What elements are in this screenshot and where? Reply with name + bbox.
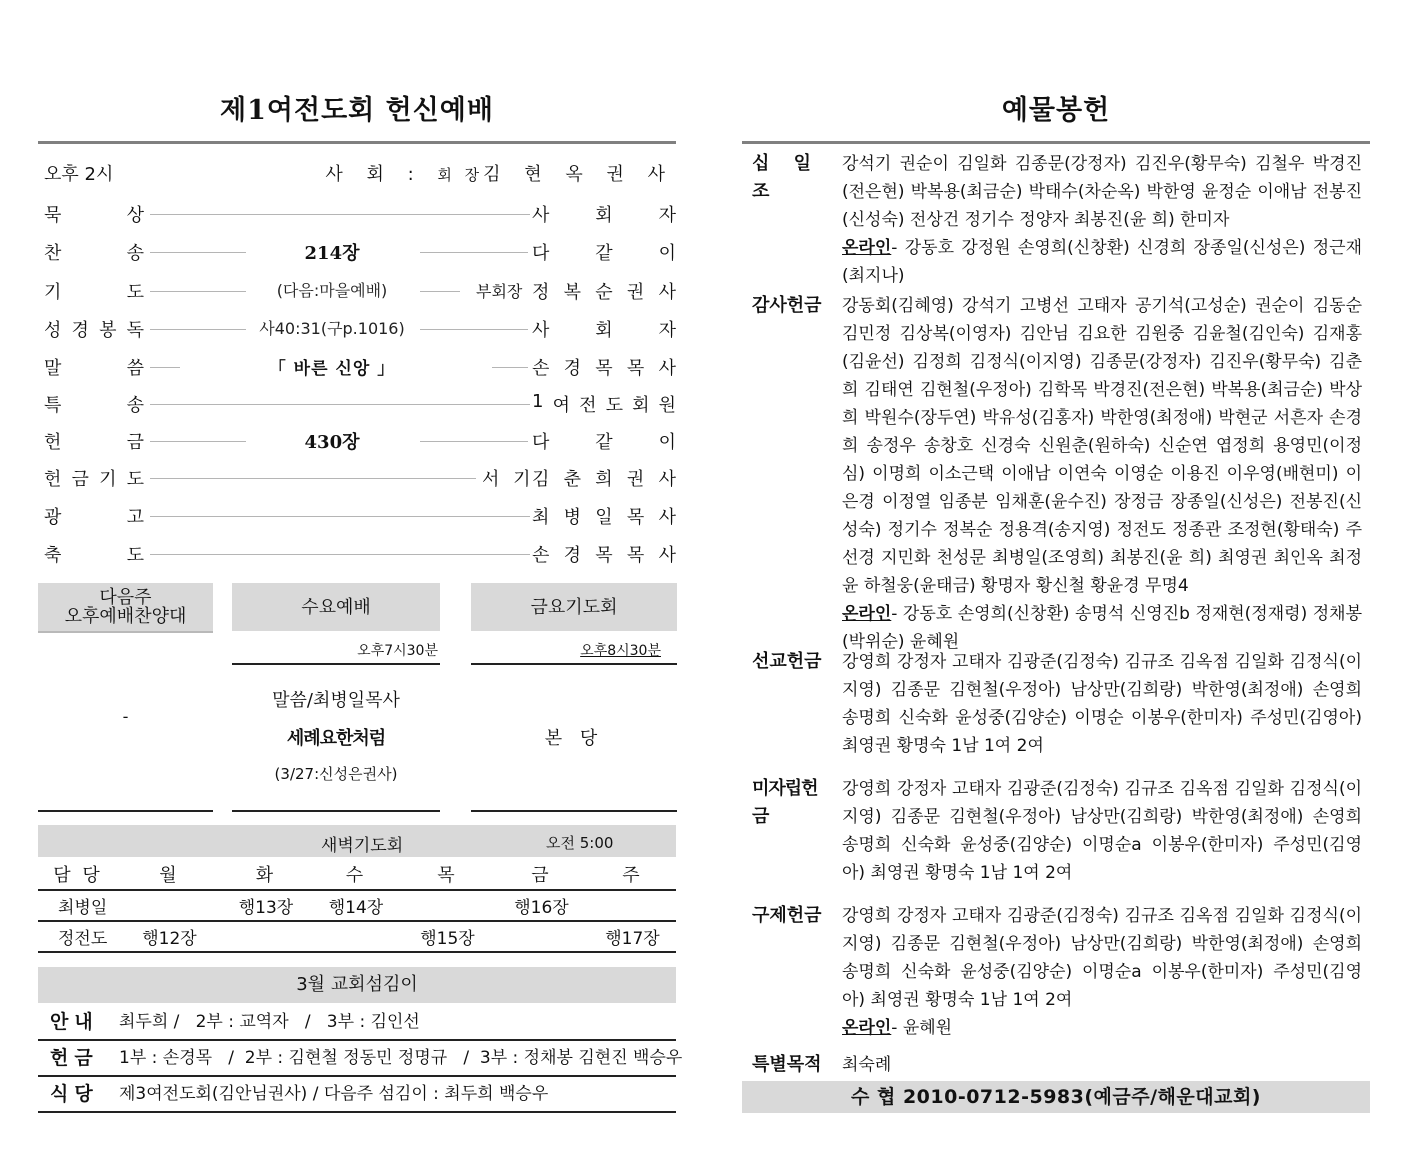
offering-label: 십 일 조 — [752, 153, 821, 202]
prayer-note: (다음:마을예배) — [276, 281, 388, 300]
leader-line — [420, 291, 460, 292]
friday-prayer-header: 금요기도회 — [471, 583, 677, 631]
table-cell — [401, 890, 494, 921]
leader-line — [150, 554, 530, 555]
table-cell — [118, 890, 221, 921]
table-cell: 행15장 — [401, 921, 494, 952]
row-value: 제3여전도회(김안님권사) / 다음주 섬김이 : 최두희 백승우 — [119, 1084, 549, 1104]
order-item: 광 고 — [44, 507, 144, 528]
friday-time: 오후8시30분 — [580, 643, 661, 659]
offering-names: 강영희 강정자 고태자 김광준(김정숙) 김규조 김옥점 김일화 김정식(이지영) 김종문 김현철(우정아) 남상만(김희랑) 박한영(최정애) 손영희 송명희 신숙화 윤성중(김양순) 이명순 이봉우(한미자) 주성민(김영아) 최영권 황명숙 1남 1여 2여 — [842, 652, 1362, 756]
order-item: 기 도 — [44, 282, 144, 303]
offering-thanksgiving — [752, 292, 1370, 656]
leader-line — [420, 441, 528, 442]
dawn-prayer-header — [38, 825, 676, 857]
wednesday-speaker: 말씀/최병일목사 — [272, 690, 400, 711]
divider — [232, 663, 440, 665]
leader-line — [150, 291, 246, 292]
order-leader: 최 병 일 목 사 — [532, 507, 676, 528]
order-row-special-song — [44, 391, 676, 417]
dawn-prayer-time: 오전 5:00 — [546, 834, 614, 852]
offering-names: 강영희 강정자 고태자 김광준(김정숙) 김규조 김옥점 김일화 김정식(이지영) 김종문 김현철(우정아) 남상만(김희랑) 박한영(최정애) 손영희 송명희 신숙화 윤성중(김양순) 이명순a 이봉우(한미자) 주성민(김영아) 최영권 황명숙 1남 1여 2여 — [842, 779, 1362, 883]
online-label: 온라인 — [842, 604, 892, 624]
table-cell — [311, 921, 401, 952]
column-header: 금 — [494, 859, 589, 890]
table-cell: 정전도 — [38, 921, 118, 952]
leader-line — [150, 214, 530, 215]
hymn-number: 214장 — [304, 243, 360, 264]
offering-special-purpose — [752, 1051, 1370, 1079]
scripture-reference: 사40:31(구p.1016) — [259, 319, 405, 338]
bank-account: 수 협 2010-0712-5983(예금주/해운대교회) — [742, 1081, 1370, 1113]
offering-names: 강동회(김혜영) 강석기 고병선 고태자 공기석(고성순) 권순이 김동순 김민정 김상복(이영자) 김안님 김요한 김원중 김윤철(김인숙) 김재홍(김윤선) 김정희 김정식(이지영) 김종문(강정자) 김진우(황무숙) 김춘희 김태연 김현철(우정아) 김학목 박경진(전은현) 박복용(최금순) 박상희 박원수(장두연) 박유성(김홍자) 박한영(최정애) 박현군 서흔자 손경희 송정우 송창호 신경숙 신원춘(원하숙) 신순연 엽정희 용영민(이정심) 이명희 이소근택 이애남 이연숙 이영순 이용진 이우영(배현미) 이은경 이정열 임종분 임채훈(윤수진) 장정금 장종일(신성은) 전봉진(신성숙) 정기수 정복순 정용격(송지영) 정전도 정종관 조정현(황태숙) 주선경 지민화 천성문 최병일(조영희) 최봉진(윤 희) 최영권 최인옥 최정윤 하철웅(윤태금) 황명자 황신철 황윤경 무명4 — [842, 296, 1362, 596]
order-row-offering-prayer — [44, 465, 676, 491]
leader-line — [150, 478, 476, 479]
dawn-prayer-table — [38, 859, 676, 953]
order-row-scripture — [44, 316, 676, 342]
column-header: 목 — [401, 859, 494, 890]
volunteers-header: 3월 교회섬김이 — [38, 967, 676, 1003]
offering-label: 선교헌금 — [752, 651, 822, 672]
order-row-offering — [44, 428, 676, 454]
choir-header — [38, 583, 213, 633]
table-row — [38, 890, 676, 921]
wednesday-time: 오후7시30분 — [357, 643, 438, 659]
table-header — [38, 859, 676, 890]
table-cell: 행13장 — [221, 890, 311, 921]
order-item: 헌 금 — [44, 432, 144, 453]
offering-label: 특별목적 — [752, 1054, 822, 1075]
order-item: 축 도 — [44, 545, 144, 566]
table-cell: 최병일 — [38, 890, 118, 921]
divider — [38, 810, 213, 812]
presider — [325, 160, 674, 186]
leader-role: 부회장 — [476, 282, 523, 301]
offering-label: 구제헌금 — [752, 905, 822, 926]
presider-role: 회 장 — [437, 166, 484, 184]
offering-names: 강영희 강정자 고태자 김광준(김정숙) 김규조 김옥점 김일화 김정식(이지영) 김종문 김현철(우정아) 남상만(김희랑) 박한영(최정애) 손영희 송명희 신숙화 윤성중(김양순) 이명순a 이봉우(한미자) 주성민(김영아) 최영권 황명숙 1남 1여 2여 — [842, 906, 1362, 1010]
order-item: 찬 송 — [44, 243, 144, 264]
online-label: 온라인 — [842, 1018, 892, 1038]
divider — [232, 810, 440, 812]
table-cell: 행14장 — [311, 890, 401, 921]
choir-value: - — [122, 707, 129, 726]
row-label: 안내 — [50, 1011, 99, 1033]
row-value: 최두희 / 2부 : 교역자 / 3부 : 김인선 — [119, 1012, 420, 1032]
offering-label: 미자립헌금 — [752, 778, 818, 827]
leader-line — [150, 441, 246, 442]
online-offering — [842, 234, 1362, 290]
offerings-title: 예물봉헌 — [1001, 95, 1111, 126]
table-cell — [494, 921, 589, 952]
column-header: 담 당 — [38, 859, 118, 890]
online-offering — [842, 1014, 1362, 1042]
order-leader: 손 경 목 목 사 — [532, 358, 676, 379]
order-leader: 사 회 자 — [532, 320, 676, 341]
hymn-number: 430장 — [304, 432, 360, 453]
column-header: 주 — [589, 859, 676, 890]
wednesday-next: (3/27:신성은권사) — [274, 765, 398, 783]
presider-name: 김 현 옥 권 사 — [483, 164, 674, 185]
leader-line — [420, 252, 528, 253]
dawn-prayer-title: 새벽기도회 — [321, 836, 404, 856]
choir-title-line2: 오후예배찬양대 — [64, 606, 187, 627]
wednesday-sermon: 세례요한처럼 — [286, 728, 386, 749]
service-time: 오후 2시 — [44, 164, 114, 185]
leader-line — [420, 329, 528, 330]
order-row-hymn — [44, 239, 676, 265]
order-row-prayer — [44, 278, 676, 304]
wednesday-service-header: 수요예배 — [232, 583, 440, 631]
order-leader: 사 회 자 — [532, 205, 676, 226]
friday-place: 본 당 — [544, 728, 604, 749]
table-cell: 행12장 — [118, 921, 221, 952]
leader-role: 서 기 — [482, 469, 535, 490]
leader-line — [150, 367, 180, 368]
wednesday-details — [232, 686, 440, 784]
leader-line — [150, 404, 530, 405]
table-row — [38, 921, 676, 952]
leader-line — [150, 516, 530, 517]
offering-relief — [752, 902, 1370, 1042]
order-row-sermon — [44, 354, 676, 380]
order-row-announcements — [44, 503, 676, 529]
offering-label: 감사헌금 — [752, 295, 822, 316]
order-leader: 다 같 이 — [532, 432, 676, 453]
volunteers-row-offering — [38, 1041, 683, 1077]
online-names: - 강동호 손영희(신창환) 송명석 신영진b 정재현(정재령) 정채봉(박위순) 윤혜원 — [842, 604, 1362, 652]
leader-line — [150, 252, 246, 253]
table-cell — [589, 890, 676, 921]
leader-line — [492, 367, 528, 368]
leader-line — [150, 329, 246, 330]
volunteers-row-kitchen — [38, 1077, 676, 1113]
offering-church-support — [752, 775, 1370, 887]
order-leader: 김 춘 희 권 사 — [532, 469, 676, 490]
table-cell: 행16장 — [494, 890, 589, 921]
volunteers-row-usher — [38, 1005, 676, 1041]
offering-mission — [752, 648, 1370, 760]
order-item: 헌 금 기 도 — [44, 469, 144, 490]
table-cell: 행17장 — [589, 921, 676, 952]
order-item: 성 경 봉 독 — [44, 320, 144, 341]
online-label: 온라인 — [842, 238, 892, 258]
column-header: 수 — [311, 859, 401, 890]
title-divider — [742, 141, 1370, 144]
presider-label: 사 회 : — [325, 164, 423, 185]
offering-tithe — [752, 150, 1370, 290]
order-row-benediction — [44, 541, 676, 567]
order-leader: 손 경 목 목 사 — [532, 545, 676, 566]
title-divider — [38, 141, 676, 144]
column-header: 월 — [118, 859, 221, 890]
order-item: 말 씀 — [44, 358, 144, 379]
sermon-title: 「 바른 신앙 」 — [268, 359, 396, 379]
order-row-meditation — [44, 201, 676, 227]
row-value: 1부 : 손경목 / 2부 : 김현철 정동민 정명규 / 3부 : 정채봉 김현진 백승우 — [119, 1048, 683, 1068]
order-leader: 1 여 전 도 회 원 — [532, 391, 676, 416]
divider — [471, 663, 677, 665]
choir-title-line1: 다음주 — [99, 587, 152, 608]
online-names: - 강동호 강정원 손영희(신창환) 신경희 장종일(신성은) 정근재(최지나) — [842, 238, 1362, 286]
table-cell — [221, 921, 311, 952]
online-names: - 윤혜원 — [891, 1018, 953, 1038]
service-time-row — [44, 160, 674, 188]
worship-title: 제1여전도회 헌신예배 — [220, 95, 494, 126]
column-header: 화 — [221, 859, 311, 890]
offering-names: 최숙례 — [842, 1055, 892, 1075]
order-item: 특 송 — [44, 395, 144, 416]
row-label: 식당 — [50, 1083, 99, 1105]
order-leader: 정 복 순 권 사 — [532, 282, 676, 303]
order-item: 묵 상 — [44, 205, 144, 226]
row-label: 헌금 — [50, 1047, 99, 1069]
offering-names: 강석기 권순이 김일화 김종문(강정자) 김진우(황무숙) 김철우 박경진(전은현) 박복용(최금순) 박태수(차순옥) 박한영 윤정순 이애남 전봉진(신성숙) 전상건 정기수 정양자 최봉진(윤 희) 한미자 — [842, 154, 1362, 230]
order-leader: 다 같 이 — [532, 243, 676, 264]
divider — [471, 810, 677, 812]
